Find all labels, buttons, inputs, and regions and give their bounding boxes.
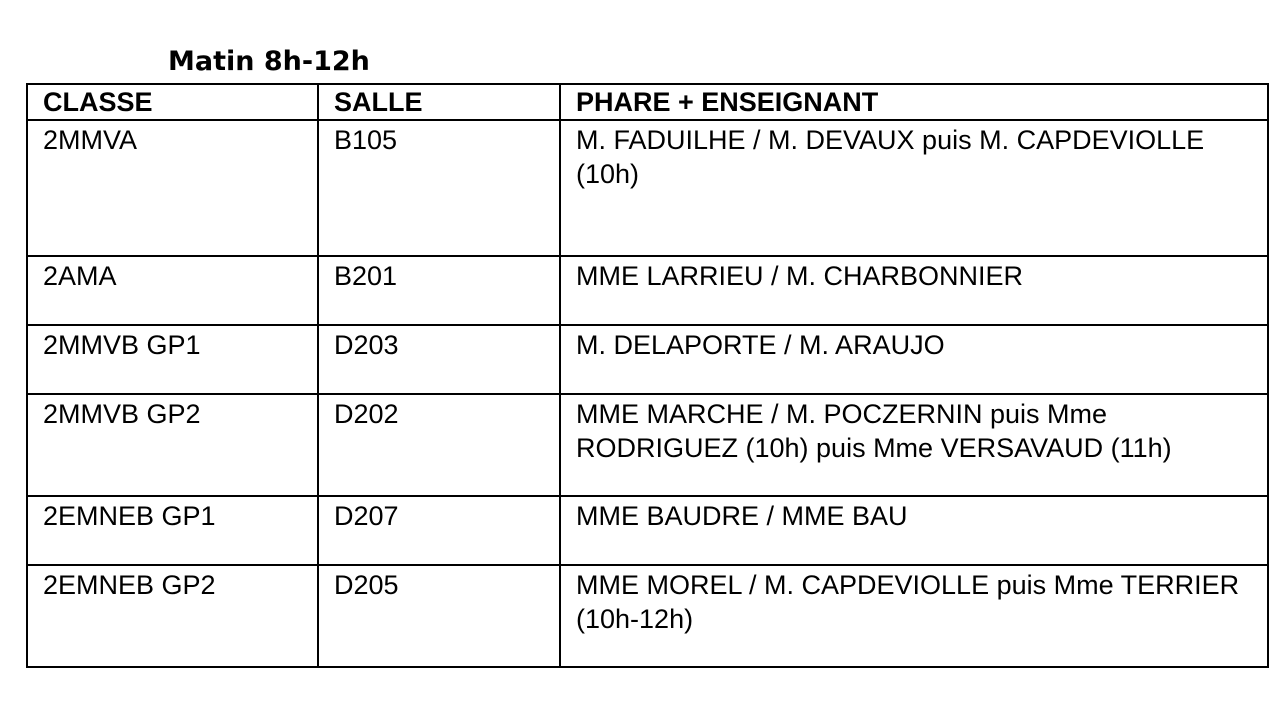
column-header-phare: PHARE + ENSEIGNANT	[560, 84, 1268, 120]
page-title: Matin 8h-12h	[168, 46, 370, 77]
cell-classe: 2EMNEB GP1	[27, 496, 318, 565]
column-header-classe: CLASSE	[27, 84, 318, 120]
cell-phare: MME LARRIEU / M. CHARBONNIER	[560, 256, 1268, 325]
cell-phare: M. FADUILHE / M. DEVAUX puis M. CAPDEVIOLLE (10h)	[560, 120, 1268, 256]
cell-salle: D205	[318, 565, 560, 667]
cell-phare: MME MARCHE / M. POCZERNIN puis Mme RODRIGUEZ (10h) puis Mme VERSAVAUD (11h)	[560, 394, 1268, 496]
cell-phare: MME BAUDRE / MME BAU	[560, 496, 1268, 565]
cell-classe: 2EMNEB GP2	[27, 565, 318, 667]
table-row	[27, 394, 1268, 496]
table-row	[27, 496, 1268, 565]
cell-phare: MME MOREL / M. CAPDEVIOLLE puis Mme TERRIER (10h-12h)	[560, 565, 1268, 667]
cell-salle: D203	[318, 325, 560, 394]
cell-salle: D202	[318, 394, 560, 496]
cell-salle: D207	[318, 496, 560, 565]
table-row	[27, 565, 1268, 667]
cell-classe: 2MMVA	[27, 120, 318, 256]
cell-phare: M. DELAPORTE / M. ARAUJO	[560, 325, 1268, 394]
cell-salle: B201	[318, 256, 560, 325]
table-row	[27, 325, 1268, 394]
schedule-table	[26, 83, 1269, 668]
table-row	[27, 256, 1268, 325]
table-header-row	[27, 84, 1268, 120]
column-header-salle: SALLE	[318, 84, 560, 120]
cell-classe: 2MMVB GP1	[27, 325, 318, 394]
cell-classe: 2MMVB GP2	[27, 394, 318, 496]
table-row	[27, 120, 1268, 256]
cell-classe: 2AMA	[27, 256, 318, 325]
cell-salle: B105	[318, 120, 560, 256]
